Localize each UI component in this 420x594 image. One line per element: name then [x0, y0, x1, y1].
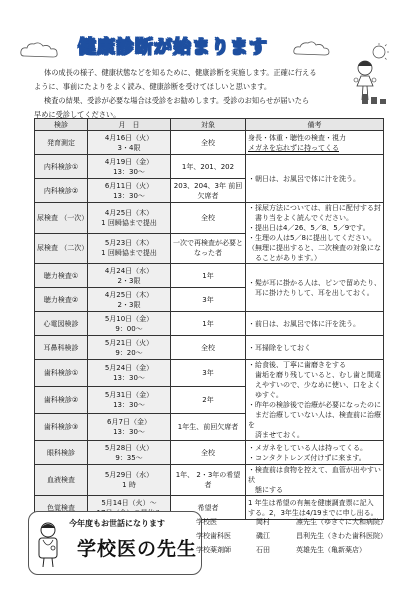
column-header: 備考 [246, 119, 384, 131]
cloud-icon [292, 40, 336, 58]
exam-date: 6月11日（火） 13：30～ [88, 179, 171, 203]
exam-date: 5月21日（火） 9：20～ [88, 336, 171, 360]
table-row [35, 441, 384, 465]
exam-target: 全校 [171, 131, 246, 155]
exam-date: 5月24日（金） 13：30～ [88, 360, 171, 387]
column-header: 月 日 [88, 119, 171, 131]
exam-target: 1年生、前回欠席者 [171, 414, 246, 441]
staff-detail: 凛先生（ゆきぐに大和病院） [296, 518, 387, 526]
exam-note: ・朝日は、お風呂で体に汁を洗う。 [246, 155, 384, 203]
staff-name: 岡村 [256, 518, 270, 526]
exam-date: 5月23日（木） 1 回瞬協まで提出 [88, 233, 171, 264]
exam-target: 1年、201、202 [171, 155, 246, 179]
intro-line: 体の成長の様子、健康状態などを知るために、健康診断を実施します。正確に行える [44, 68, 317, 77]
exam-name: 内科検診② [35, 179, 88, 203]
exam-note: ・給食後、丁寧に歯磨きをする 歯垢を磨り残していると、むし歯と間違 えやすいので、少なめに使い、口をよく ゆすぐ。 ・昨年の検診後で治療が必要になったのに まだ治療していない人は、検査前に治療を 済ませておく。 [246, 360, 384, 441]
exam-target: 全校 [171, 203, 246, 234]
table-row [35, 203, 384, 234]
staff-list [196, 515, 396, 557]
exam-date: 4月19日（金） 13：30～ [88, 155, 171, 179]
exam-date: 4月16日（火） 3・4限 [88, 131, 171, 155]
list-item [196, 543, 396, 557]
exam-target: 一次で再検査が必要となった者 [171, 233, 246, 264]
table-row [35, 336, 384, 360]
exam-note: ・髪が耳に掛かる人は、ピンで留めたり、 耳に掛けたりして、耳を出しておく。 [246, 264, 384, 312]
list-item [196, 515, 396, 529]
exam-name: 尿検査 （一次） [35, 203, 88, 234]
staff-role: 学校医 [196, 518, 217, 526]
exam-name: 聴力検査① [35, 264, 88, 288]
table-row [35, 465, 384, 496]
exam-date: 5月31日（金） 13：30～ [88, 387, 171, 414]
exam-note: ・検査前は食物を控えて、血管が出やすい状 態にする [246, 465, 384, 496]
exam-name: 歯科検診① [35, 360, 88, 387]
exam-target: 1年、 2・3年の希望者 [171, 465, 246, 496]
school-doctor-banner [28, 511, 202, 575]
exam-target: 1年 [171, 264, 246, 288]
exam-name: 心電図検診 [35, 312, 88, 336]
exam-date: 4月24日（水） 2・3限 [88, 264, 171, 288]
intro-line: ように、事前にたよりをよく読み、健康診断を受けてほしいと思います。 [34, 82, 272, 91]
table-row [35, 360, 384, 387]
exam-target: 3年 [171, 360, 246, 387]
exam-date: 6月7日（金） 13：30～ [88, 414, 171, 441]
staff-name: 石田 [256, 546, 270, 554]
exam-target: 2年 [171, 387, 246, 414]
exam-date: 5月28日（火） 9：35～ [88, 441, 171, 465]
exam-note: ・採尿方法については、前日に配付する封 書り当をよく読んでください。 ・提出日は4／26、5／8、5／9です。 ・生理の人は5／8に提出してください。 （無理に提出すると、二次検査の対象にな ることがあります。） [246, 203, 384, 264]
exam-name: 発育測定 [35, 131, 88, 155]
table-row [35, 131, 384, 155]
exam-target: 希望者 [171, 496, 246, 520]
exam-date: 5月14日（火）～ [88, 496, 171, 520]
exam-name: 歯科検診③ [35, 414, 88, 441]
exam-date: 4月25日（木） 2・3限 [88, 288, 171, 312]
exam-note: ・前日は、お風呂で体に汗を洗う。 [246, 312, 384, 336]
table-row [35, 312, 384, 336]
footer-greeting: 今年度もお世話になります [69, 519, 165, 528]
exam-name: 耳鼻科検診 [35, 336, 88, 360]
exam-target: 3年 [171, 288, 246, 312]
exam-note: 身長・体重・聴性の検査・視力 メガネを忘れずに持ってくる [246, 131, 384, 155]
exam-date: 5月29日（水） 1 時 [88, 465, 171, 496]
exam-name: 血液検査 [35, 465, 88, 496]
table-row [35, 155, 384, 179]
exam-note: ・耳掃除をしておく [246, 336, 384, 360]
staff-name: 磯江 [256, 532, 270, 540]
intro-text [34, 66, 354, 122]
exam-name: 内科検診① [35, 155, 88, 179]
exam-target: 全校 [171, 336, 246, 360]
staff-role: 学校歯科医 [196, 532, 231, 540]
column-header: 検診 [35, 119, 88, 131]
exam-name: 歯科検診② [35, 387, 88, 414]
exam-name: 色覚検査 [35, 496, 88, 520]
table-header-row [35, 119, 384, 131]
doctor-illustration-icon [33, 520, 63, 568]
staff-detail: 英雄先生（亀新薬店） [296, 546, 366, 554]
exam-note: 1 年生は希望の有無を健康調査票に記入 する。2，3年生は4/19までに申し出る。 [246, 496, 384, 520]
exam-target: 203、204、3年 前回欠席者 [171, 179, 246, 203]
exam-target: 1年 [171, 312, 246, 336]
cloud-icon [18, 40, 66, 60]
intro-line: 検査の結果、受診が必要な場合は受診をお勧めします。受診のお知らせが届いたら [44, 96, 310, 105]
column-header: 対象 [171, 119, 246, 131]
exam-name: 眼科検診 [35, 441, 88, 465]
staff-detail: 昌利先生（きわた歯科医院） [296, 532, 387, 540]
bar-decoration-icon [362, 94, 388, 104]
exam-target: 全校 [171, 441, 246, 465]
exam-name: 聴力検査② [35, 288, 88, 312]
exam-date: 4月25日（木） 1 回瞬協まで提出 [88, 203, 171, 234]
list-item [196, 529, 396, 543]
staff-role: 学校薬剤師 [196, 546, 231, 554]
exam-schedule-table [34, 118, 384, 520]
exam-note: ・メガネをしている人は持ってくる。 ・コンタクトレンズ付けずに来ます。 [246, 441, 384, 465]
intro-line: 早めに受診してください。 [34, 110, 121, 119]
exam-date: 5月10日（金） 9：00～ [88, 312, 171, 336]
table-row [35, 264, 384, 288]
footer-heading: 学校医の先生 [77, 538, 198, 560]
exam-name: 尿検査 （二次） [35, 233, 88, 264]
page-title: 健康診断が始まります [78, 37, 268, 58]
